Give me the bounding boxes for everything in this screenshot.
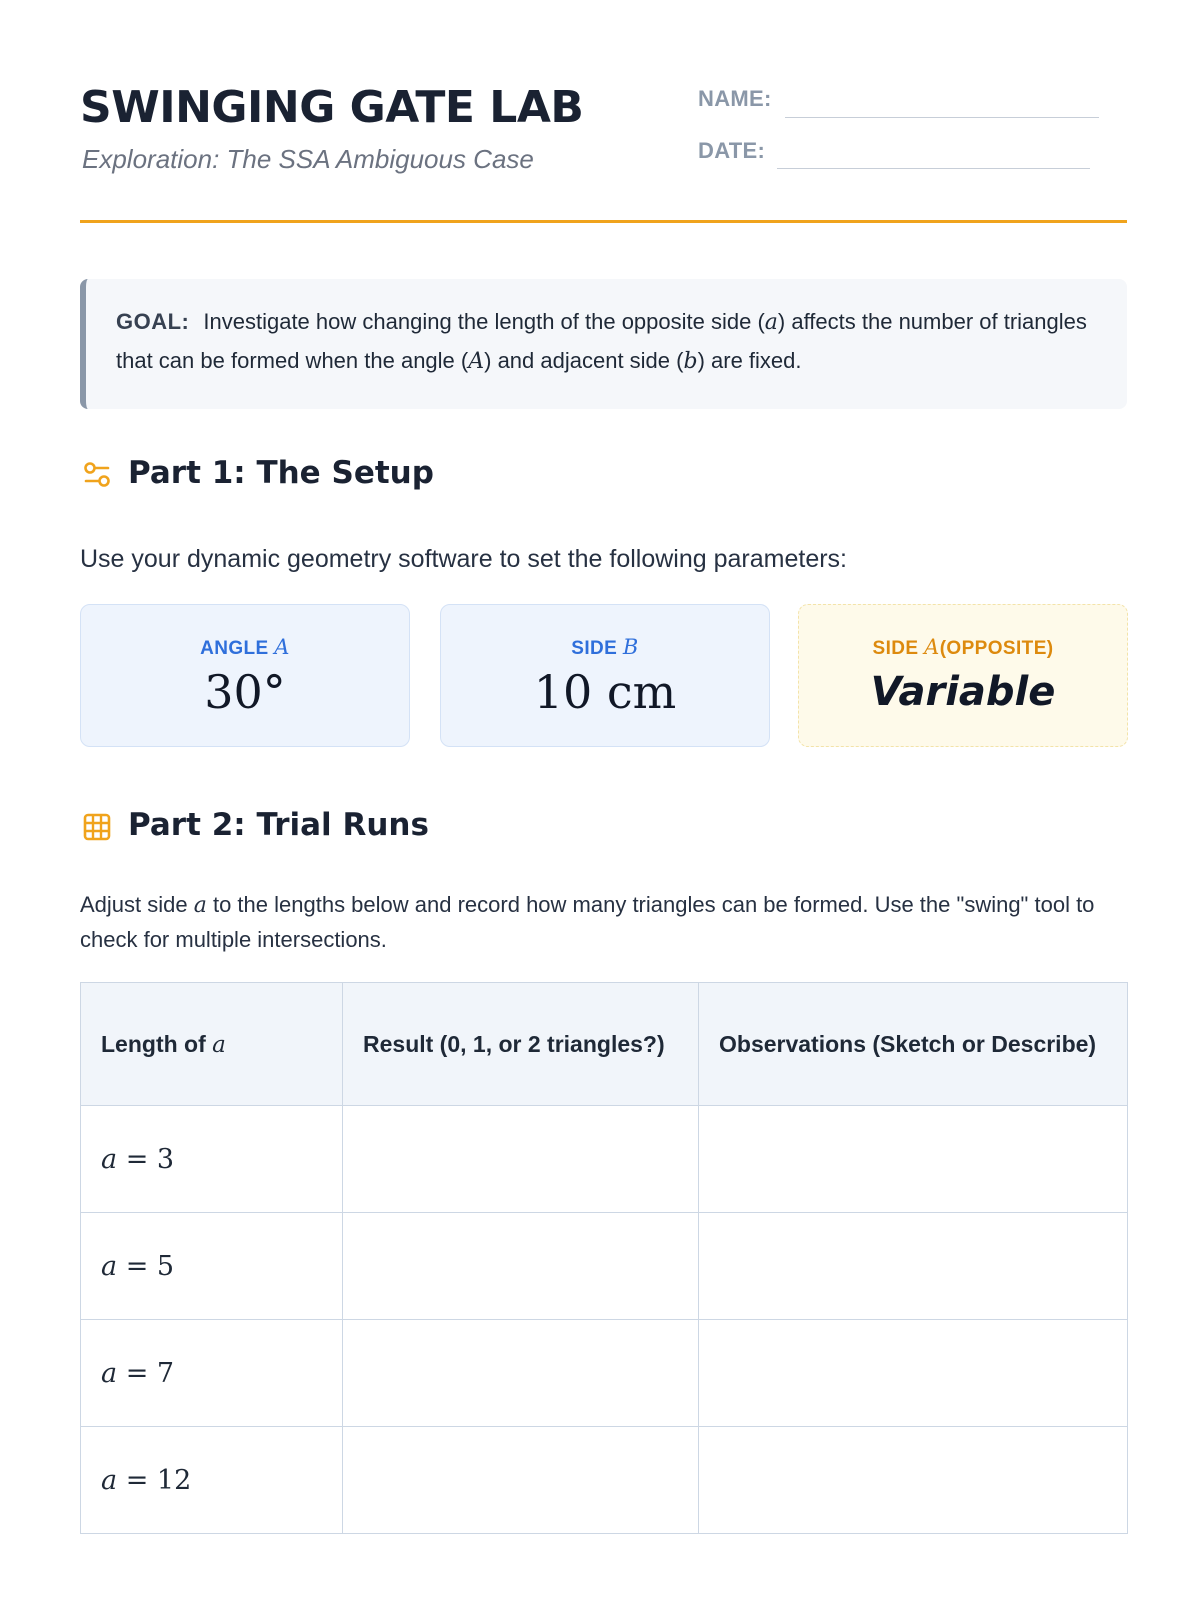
length-cell: a = 3 xyxy=(81,1106,343,1213)
part1-intro: Use your dynamic geometry software to set the following parameters: xyxy=(80,545,848,573)
header-divider xyxy=(80,220,1127,223)
param-card-angle xyxy=(80,604,410,747)
name-label: NAME: xyxy=(698,86,772,111)
sliders-icon xyxy=(82,460,112,490)
length-cell: a = 5 xyxy=(81,1213,343,1320)
card-value: 10 cm xyxy=(533,665,677,719)
goal-text: Investigate how changing the length of the opposite side (a) affects the number of triangles that can be formed when the angle (A) and adjacent side (b) are fixed. xyxy=(116,309,1087,374)
header-observations: Observations (Sketch or Describe) xyxy=(699,983,1128,1106)
table-header-row xyxy=(81,983,1128,1106)
header-length: Length of a xyxy=(81,983,343,1106)
page-title: SWINGING GATE LAB xyxy=(80,82,584,133)
table-row xyxy=(81,1106,1128,1213)
goal-box xyxy=(80,279,1127,409)
observation-cell[interactable] xyxy=(699,1427,1128,1534)
name-field[interactable] xyxy=(785,117,1099,118)
param-card-side-a xyxy=(798,604,1128,747)
date-label: DATE: xyxy=(698,138,766,163)
table-grid-icon xyxy=(82,812,112,842)
part2-heading: Part 2: Trial Runs xyxy=(128,807,429,843)
card-value: Variable xyxy=(870,669,1056,715)
param-card-side-b xyxy=(440,604,770,747)
result-cell[interactable] xyxy=(343,1213,699,1320)
part1-heading: Part 1: The Setup xyxy=(128,455,434,491)
card-label: SIDE B xyxy=(571,635,639,659)
card-label: ANGLE A xyxy=(200,635,290,659)
length-cell: a = 12 xyxy=(81,1427,343,1534)
result-cell[interactable] xyxy=(343,1320,699,1427)
date-field[interactable] xyxy=(777,168,1090,169)
card-value: 30° xyxy=(204,665,286,719)
length-cell: a = 7 xyxy=(81,1320,343,1427)
goal-label: GOAL: xyxy=(116,309,190,334)
table-row xyxy=(81,1320,1128,1427)
card-label: SIDE A(OPPOSITE) xyxy=(872,635,1054,659)
observation-cell[interactable] xyxy=(699,1320,1128,1427)
observation-cell[interactable] xyxy=(699,1106,1128,1213)
observation-cell[interactable] xyxy=(699,1213,1128,1320)
table-row xyxy=(81,1213,1128,1320)
header-result: Result (0, 1, or 2 triangles?) xyxy=(343,983,699,1106)
table-row xyxy=(81,1427,1128,1534)
result-cell[interactable] xyxy=(343,1106,699,1213)
result-cell[interactable] xyxy=(343,1427,699,1534)
part2-intro: Adjust side a to the lengths below and record how many triangles can be formed. Use the "swing" tool to check for multiple intersections. xyxy=(80,892,1095,952)
trials-table xyxy=(80,982,1128,1534)
page-subtitle: Exploration: The SSA Ambiguous Case xyxy=(82,144,534,174)
